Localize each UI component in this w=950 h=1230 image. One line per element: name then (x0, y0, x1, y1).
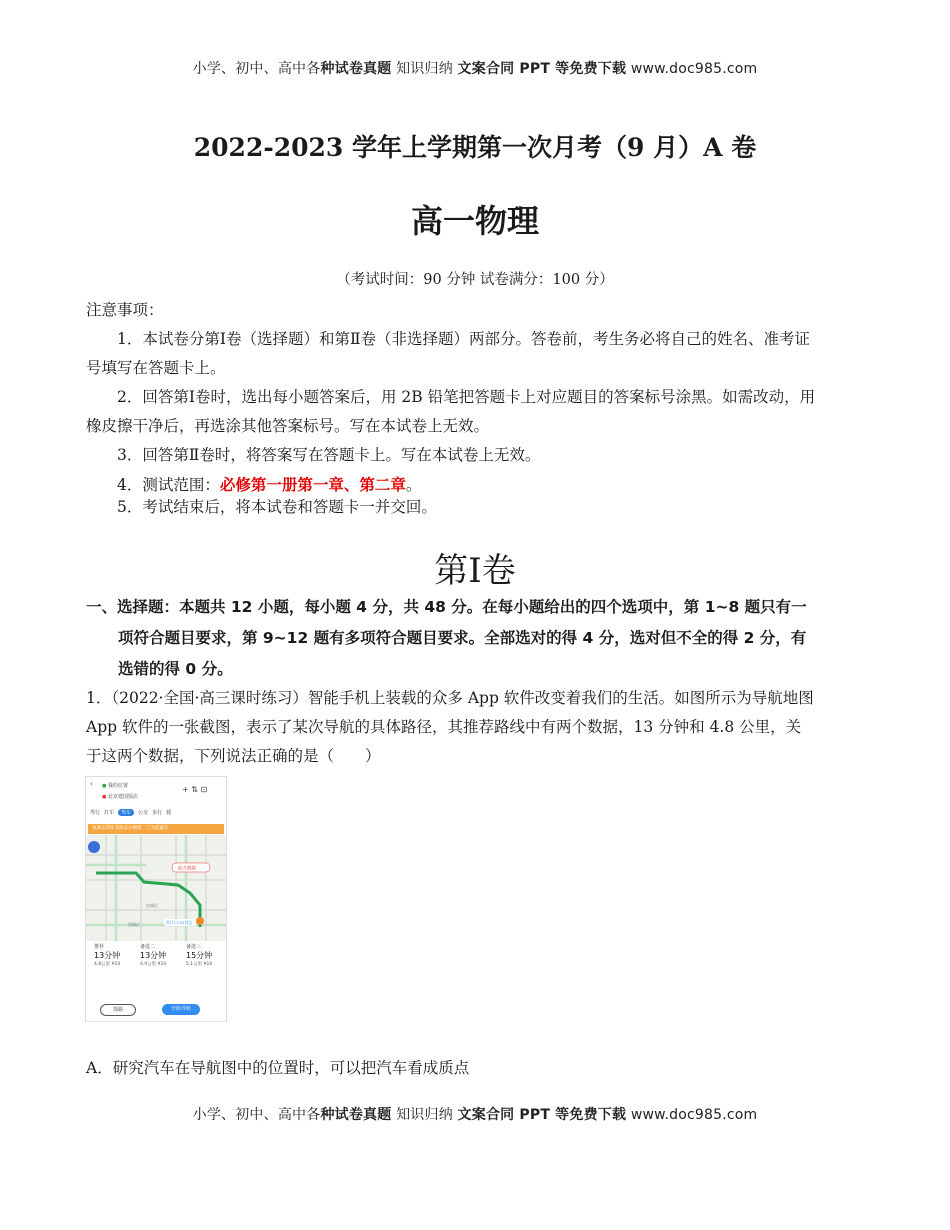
district-label: 东城区 (146, 903, 158, 908)
tab-drive: 驾车 (118, 809, 134, 816)
header-bold: 文案合同 PPT 等免费下载 (457, 61, 627, 77)
notice-item-3: 3．回答第Ⅱ卷时，将答案写在答题卡上。写在本试卷上无效。 (117, 446, 541, 464)
footer-bold: 文案合同 PPT 等免费下载 (457, 1107, 627, 1123)
route-detail: 4.9公里 ¥10 (140, 962, 167, 967)
header-url[interactable]: www.doc985.com (626, 61, 758, 77)
compass-icon (88, 841, 100, 853)
test-scope: 必修第一册第一章、第二章 (219, 475, 406, 494)
tab-taxi: 打车 (104, 810, 115, 816)
question-1: 1．（2022·全国·高三课时练习）智能手机上装载的众多 App 软件改变着我们的生活。如图所示为导航地图 App 软件的一张截图，表示了某次导航的具体路径，其推荐路线中有两个数据，13 分钟和 4.8 公里，关于这两个数据，下列说法正确的是（ ） (86, 689, 814, 765)
more-icon: ⊡ (200, 785, 208, 794)
page-header (0, 58, 950, 78)
route-detail: 5.1公里 ¥10 (186, 962, 213, 967)
section-1-text: 一、选择题：本题共 12 小题，每小题 4 分，共 48 分。在每小题给出的四个选项中，第 1~8 题只有一项符合题目要求，第 9~12 题有多项符合题目要求。全部选对的得 4 分，选对但不全的得 2 分，有选错的得 0 分。 (86, 598, 807, 678)
notice-item-5: 5．考试结束后，将本试卷和答题卡一并交回。 (117, 498, 437, 516)
map-area (86, 835, 226, 941)
route-option-1[interactable] (94, 943, 138, 967)
map-actions (182, 785, 227, 794)
notice-heading: 注意事项： (86, 301, 164, 319)
map-to-label: 北京建国饭店 (107, 794, 138, 800)
tab-drive-route: 驾行 (90, 810, 101, 816)
header-text: 知识归纳 (391, 61, 458, 77)
footer-text: 小学、初中、高中各 (192, 1107, 321, 1123)
route-time: 13分钟 (140, 951, 167, 960)
navigation-map-screenshot (85, 776, 227, 1022)
congestion-banner: 预测东四环北路前方拥堵，已为您避开 (88, 824, 224, 834)
exam-info: （考试时间：90 分钟 试卷满分：100 分） (336, 272, 614, 288)
volume-heading: 第Ⅰ卷 (434, 551, 516, 591)
header-text: 小学、初中、高中各 (192, 61, 321, 77)
probe-button[interactable]: 探路 (100, 1004, 136, 1016)
notice-item-2: 2．回答第Ⅰ卷时，选出每小题答案后，用 2B 铅笔把答题卡上对应题目的答案标号涂黑。如需改动，用橡皮擦干净后，再选涂其他答案标号。写在本试卷上无效。 (86, 388, 816, 435)
exam-title: 2022-2023 学年上学期第一次月考（9 月）A 卷 (193, 133, 757, 162)
route-label: 备选三 (186, 944, 202, 950)
map-from: ● 我的位置 (102, 783, 128, 789)
route-label: 推荐 (94, 944, 105, 950)
subject-title: 高一物理 (410, 202, 539, 240)
congestion-label: 前方拥堵 (178, 866, 196, 872)
start-navigation-button[interactable]: 开始导航 (162, 1004, 200, 1015)
route-detail: 4.8公里 ¥10 (94, 962, 121, 967)
route-label: 备选二 (140, 944, 156, 950)
eta-label: 预计11:31到达 (166, 920, 193, 925)
back-icon: ‹ (90, 780, 93, 788)
map-tabs (90, 809, 227, 816)
notice-item-4-end: 。 (405, 476, 422, 494)
header-bold: 种试卷真题 (320, 61, 392, 77)
page-footer (0, 1104, 950, 1124)
destination-icon (196, 917, 204, 925)
swap-icon: ⇅ (191, 785, 198, 794)
map-to: ● 北京建国饭店 (102, 794, 138, 800)
tab-bike: 骑 (166, 810, 172, 816)
footer-bold: 种试卷真题 (320, 1107, 392, 1123)
option-a: A．研究汽车在导航图中的位置时，可以把汽车看成质点 (86, 1059, 470, 1077)
notice-item-1: 1．本试卷分第Ⅰ卷（选择题）和第Ⅱ卷（非选择题）两部分。答卷前，考生务必将自己的姓名、准考证号填写在答题卡上。 (86, 330, 811, 377)
tab-bus: 公交 (138, 810, 149, 816)
notice-item-4-prefix: 4．测试范围： (117, 476, 220, 494)
route-option-2[interactable] (140, 943, 184, 967)
add-icon: + (182, 785, 189, 794)
district-label-2: 西城区 (128, 922, 140, 927)
route-time: 15分钟 (186, 951, 213, 960)
route-option-3[interactable] (186, 943, 227, 967)
footer-url[interactable]: www.doc985.com (626, 1107, 758, 1123)
footer-text: 知识归纳 (391, 1107, 458, 1123)
tab-walk: 步行 (152, 810, 163, 816)
section-heading (86, 592, 810, 685)
route-time: 13分钟 (94, 951, 121, 960)
map-from-label: 我的位置 (107, 783, 128, 789)
